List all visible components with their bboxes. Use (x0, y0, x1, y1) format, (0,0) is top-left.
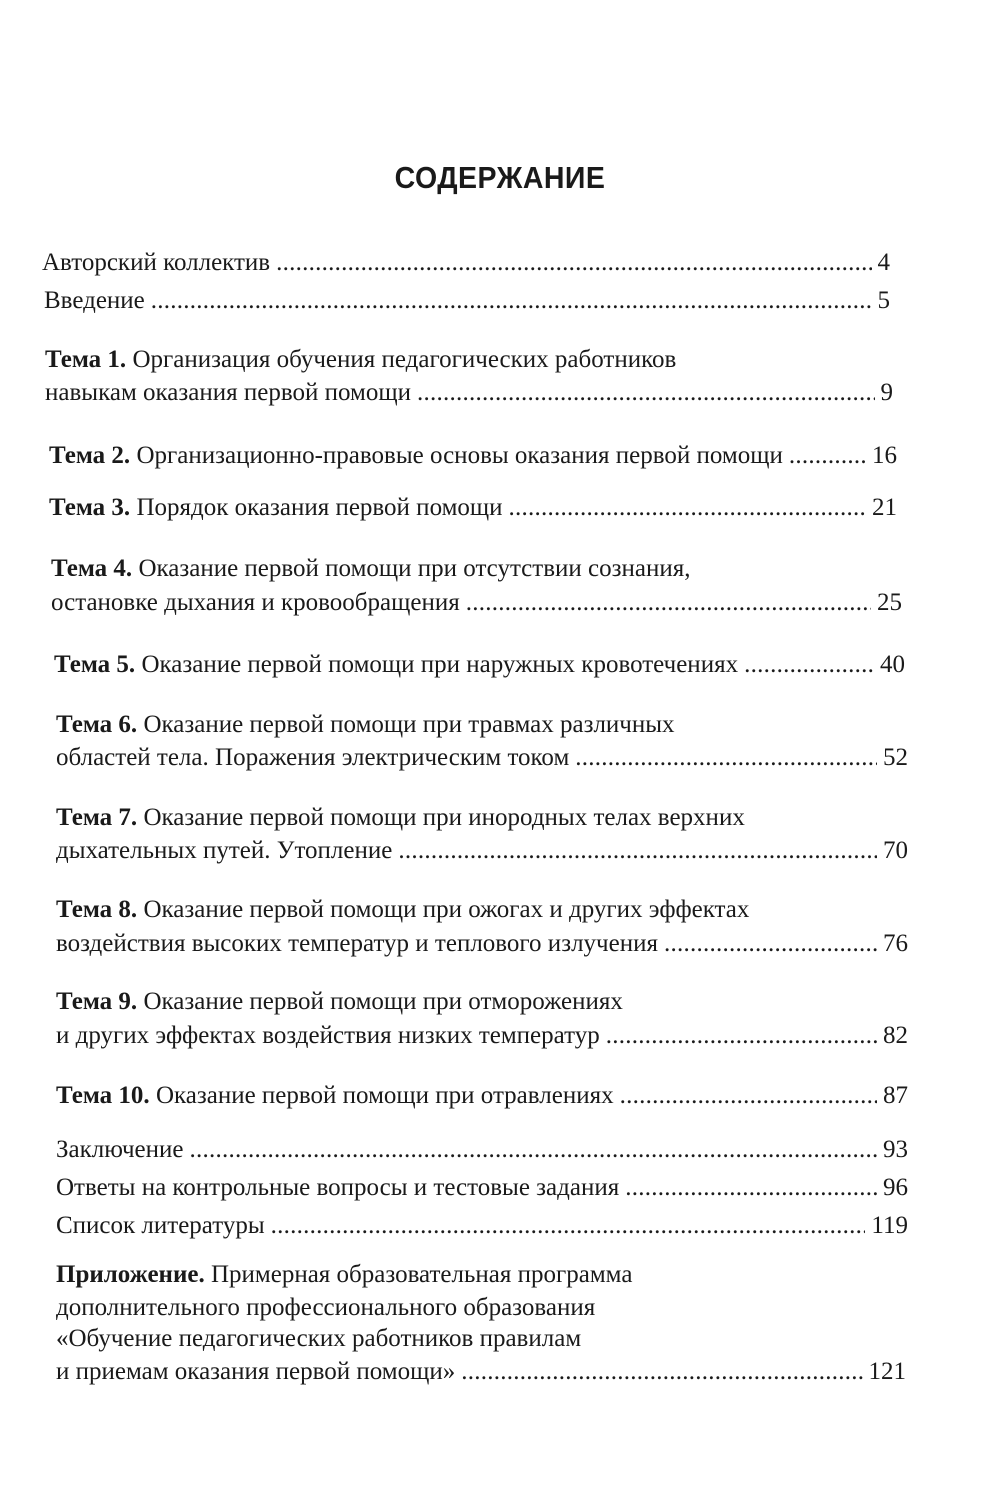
toc-entry-text: Тема 3. Порядок оказания первой помощи (49, 494, 503, 521)
toc-entry-topic-10[interactable] (56, 1083, 908, 1108)
toc-entry-text: Авторский коллектив (42, 249, 271, 276)
page-number: 5 (877, 287, 890, 314)
page-number: 93 (883, 1136, 908, 1163)
dot-leader (575, 745, 877, 770)
toc-entry-topic-6-line2[interactable] (56, 745, 908, 770)
topic-label: Тема 2. (49, 442, 131, 469)
toc-entry-topic-5[interactable] (54, 652, 905, 677)
topic-label: Тема 5. (54, 651, 136, 678)
toc-entry-text: и других эффектах воздействия низких температур (56, 1022, 600, 1049)
toc-entry-authors[interactable] (42, 250, 890, 275)
page-number: 119 (871, 1212, 908, 1239)
topic-label: Тема 3. (49, 494, 131, 521)
dot-leader (606, 1023, 877, 1048)
page-number: 70 (883, 837, 908, 864)
toc-entry-appendix-line1[interactable] (56, 1262, 632, 1287)
toc-entry-topic-6-line1[interactable] (56, 712, 675, 737)
toc-entry-appendix-line4[interactable] (56, 1359, 906, 1384)
appendix-label: Приложение. (56, 1261, 205, 1288)
page-number: 9 (880, 379, 893, 406)
dot-leader (620, 1083, 877, 1108)
toc-entry-conclusion[interactable] (56, 1137, 908, 1162)
toc-entry-text: и приемам оказания первой помощи» (56, 1358, 456, 1385)
topic-label: Тема 9. (56, 988, 138, 1015)
toc-entry-topic-7-line1[interactable] (56, 805, 745, 830)
dot-leader (625, 1175, 877, 1200)
page-number: 87 (883, 1082, 908, 1109)
toc-entry-text: навыкам оказания первой помощи (45, 379, 411, 406)
page-number: 40 (880, 651, 905, 678)
toc-entry-text: Оказание первой помощи при инородных телах верхних (143, 804, 745, 831)
toc-entry-text: Оказание первой помощи при отморожениях (143, 988, 623, 1015)
toc-entry-text: остановке дыхания и кровообращения (51, 589, 460, 616)
toc-entry-text: Оказание первой помощи при отсутствии сознания, (138, 555, 691, 582)
toc-entry-topic-7-line2[interactable] (56, 838, 908, 863)
page-number: 21 (872, 494, 897, 521)
topic-label: Тема 1. (45, 346, 127, 373)
toc-entry-text: Тема 10. Оказание первой помощи при отравлениях (56, 1082, 614, 1109)
page-number: 121 (868, 1358, 906, 1385)
toc-entry-literature[interactable] (56, 1213, 908, 1238)
toc-entry-topic-2[interactable] (49, 443, 897, 468)
dot-leader (276, 250, 871, 275)
page-number: 25 (877, 589, 902, 616)
toc-entry-text: Оказание первой помощи при травмах различных (143, 711, 675, 738)
toc-entry-text: Заключение (56, 1136, 184, 1163)
toc-entry-text: Тема 5. Оказание первой помощи при наружных кровотечениях (54, 651, 739, 678)
page-number: 82 (883, 1022, 908, 1049)
toc-entry-topic-9-line1[interactable] (56, 989, 623, 1014)
toc-entry-text: Организация обучения педагогических работников (132, 346, 677, 373)
page-number: 4 (877, 249, 890, 276)
toc-entry-intro[interactable] (44, 288, 890, 313)
topic-label: Тема 8. (56, 896, 138, 923)
dot-leader (271, 1213, 866, 1238)
topic-label: Тема 7. (56, 804, 138, 831)
dot-leader (466, 590, 871, 615)
toc-entry-text: дыхательных путей. Утопление (56, 837, 393, 864)
toc-entry-topic-4-line2[interactable] (51, 590, 902, 615)
toc-entry-text: дополнительного профессионального образования (56, 1294, 596, 1321)
toc-entry-topic-1-line2[interactable] (45, 380, 893, 405)
toc-entry-text: Тема 2. Организационно-правовые основы оказания первой помощи (49, 442, 783, 469)
dot-leader (190, 1137, 878, 1162)
dot-leader (509, 495, 866, 520)
toc-entry-text: Ответы на контрольные вопросы и тестовые задания (56, 1174, 620, 1201)
page-number: 96 (883, 1174, 908, 1201)
toc-entry-text: Оказание первой помощи при ожогах и других эффектах (143, 896, 750, 923)
topic-label: Тема 4. (51, 555, 133, 582)
toc-entry-text: воздействия высоких температур и теплового излучения (56, 930, 658, 957)
toc-entry-text: Примерная образовательная программа (210, 1261, 633, 1288)
dot-leader (744, 652, 874, 677)
dot-leader (461, 1359, 862, 1384)
toc-entry-appendix-line3[interactable] (56, 1326, 581, 1351)
page-number: 76 (883, 930, 908, 957)
toc-entry-topic-8-line1[interactable] (56, 897, 749, 922)
toc-entry-text: областей тела. Поражения электрическим током (56, 744, 570, 771)
toc-entry-text: «Обучение педагогических работников правилам (56, 1325, 582, 1352)
toc-entry-answers[interactable] (56, 1175, 908, 1200)
dot-leader (417, 380, 875, 405)
topic-label: Тема 10. (56, 1082, 150, 1109)
page-number: 52 (883, 744, 908, 771)
page-title: СОДЕРЖАНИЕ (394, 160, 606, 195)
toc-entry-topic-9-line2[interactable] (56, 1023, 908, 1048)
page-number: 16 (872, 442, 897, 469)
toc-entry-text: Введение (44, 287, 145, 314)
toc-entry-topic-3[interactable] (49, 495, 897, 520)
toc-entry-text: Список литературы (56, 1212, 265, 1239)
toc-entry-topic-4-line1[interactable] (51, 556, 690, 581)
dot-leader (151, 288, 872, 313)
toc-entry-topic-1-line1[interactable] (45, 347, 676, 372)
dot-leader (789, 443, 866, 468)
dot-leader (664, 931, 877, 956)
dot-leader (398, 838, 877, 863)
toc-entry-appendix-line2[interactable] (56, 1295, 595, 1320)
toc-entry-topic-8-line2[interactable] (56, 931, 908, 956)
topic-label: Тема 6. (56, 711, 138, 738)
